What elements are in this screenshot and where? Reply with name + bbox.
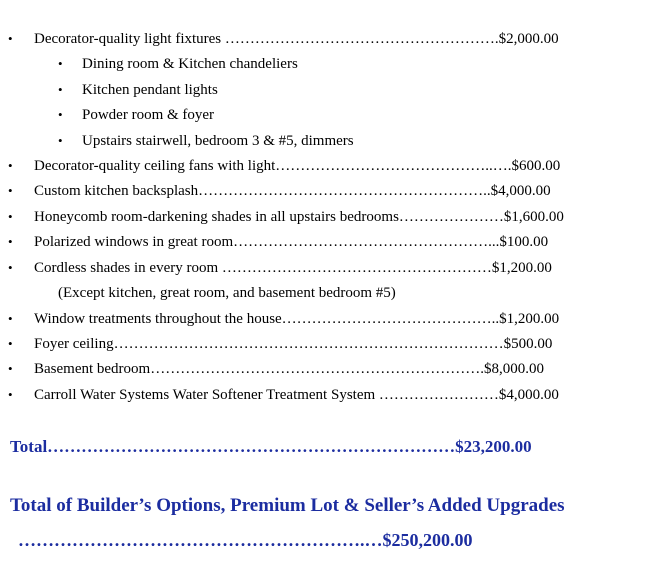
list-note: (Except kitchen, great room, and basement bedroom #5) bbox=[58, 285, 396, 301]
bullet: • bbox=[58, 82, 63, 97]
sub-list-item: Powder room & foyer bbox=[82, 107, 215, 123]
bullet: • bbox=[8, 209, 13, 224]
list-item: Polarized windows in great room……………………………………………...$100.00 bbox=[34, 234, 549, 250]
bullet: • bbox=[8, 336, 13, 351]
list-item: Carroll Water Systems Water Softener Treatment System ……………………$4,000.00 bbox=[34, 387, 559, 403]
bullet: • bbox=[8, 361, 13, 376]
bullet: • bbox=[8, 31, 13, 46]
list-item: Cordless shades in every room ………………………………………………$1,200.00 bbox=[34, 260, 552, 276]
bullet: • bbox=[8, 260, 13, 275]
bullet: • bbox=[8, 158, 13, 173]
grand-total-value: ………………………………………………….…$250,200.00 bbox=[18, 530, 473, 550]
bullet: • bbox=[58, 107, 63, 122]
list-item: Basement bedroom………………………………………………………….$8,000.00 bbox=[34, 361, 544, 377]
total-line: Total………………………………………………………………$23,200.00 bbox=[10, 437, 532, 456]
list-item: Decorator-quality light fixtures ……………………………………………….$2,000.00 bbox=[34, 31, 559, 47]
sub-list-item: Dining room & Kitchen chandeliers bbox=[82, 56, 298, 72]
list-item: Foyer ceiling……………………………………………………………………$500.00 bbox=[34, 336, 553, 352]
list-item: Window treatments throughout the house……………………………………..$1,200.00 bbox=[34, 311, 560, 327]
sub-list-item: Kitchen pendant lights bbox=[82, 82, 218, 98]
list-item: Custom kitchen backsplash…………………………………………………..$4,000.00 bbox=[34, 183, 551, 199]
bullet: • bbox=[8, 183, 13, 198]
list-item: Honeycomb room-darkening shades in all upstairs bedrooms…………………$1,600.00 bbox=[34, 209, 564, 225]
bullet: • bbox=[8, 311, 13, 326]
bullet: • bbox=[8, 234, 13, 249]
bullet: • bbox=[58, 56, 63, 71]
bullet: • bbox=[58, 133, 63, 148]
bullet: • bbox=[8, 387, 13, 402]
grand-total-title: Total of Builder’s Options, Premium Lot & Seller’s Added Upgrades bbox=[10, 495, 565, 516]
sub-list-item: Upstairs stairwell, bedroom 3 & #5, dimmers bbox=[82, 133, 354, 149]
list-item: Decorator-quality ceiling fans with light……………………………………..….$600.00 bbox=[34, 158, 561, 174]
